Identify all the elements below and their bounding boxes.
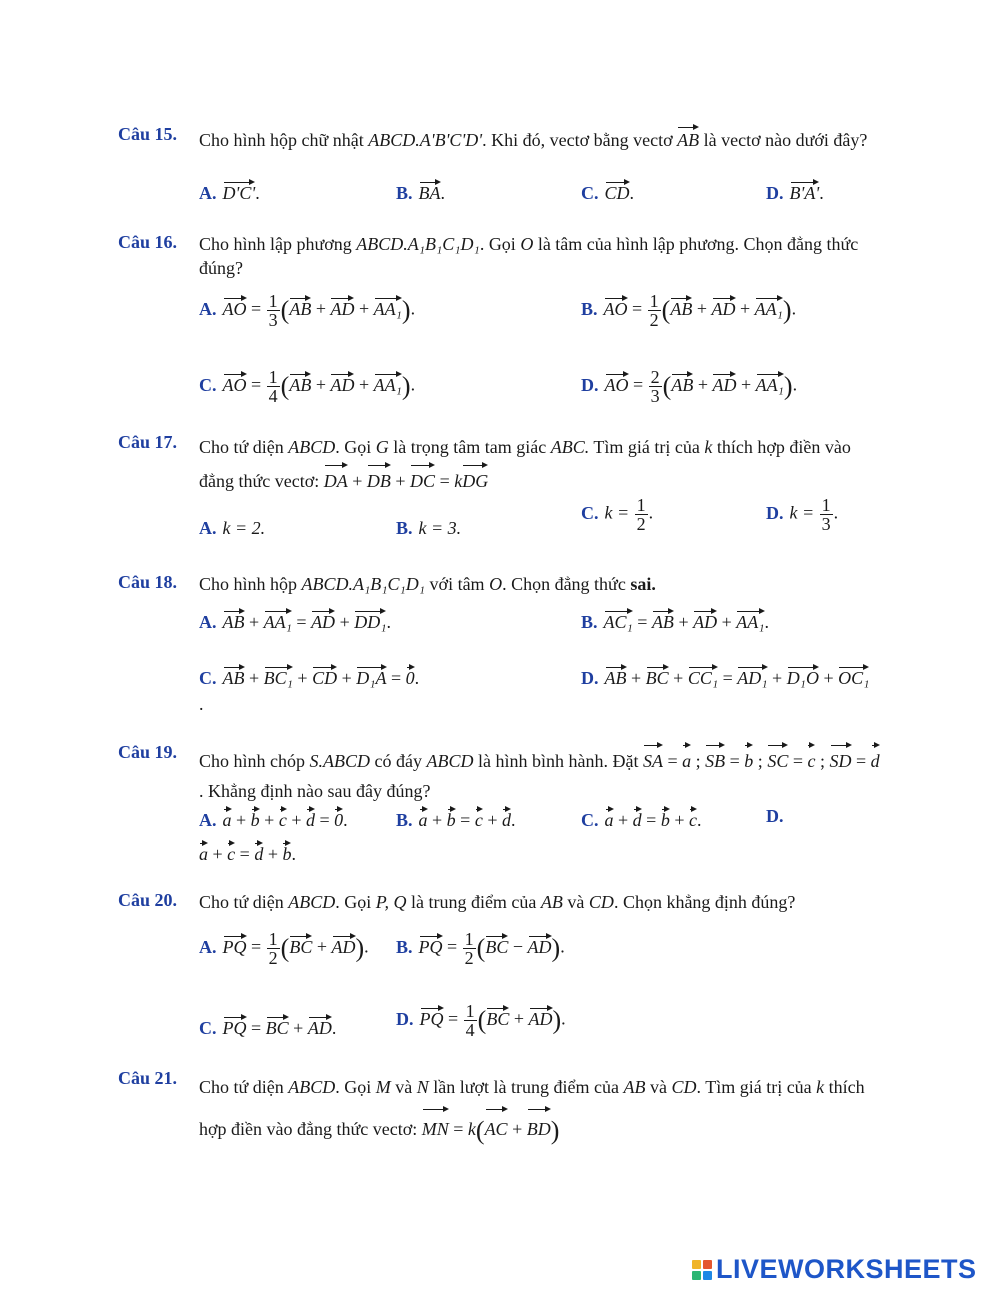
option-c[interactable]: C. AB + BC₁ + CD + D₁A = 0.: [199, 664, 419, 689]
option-c[interactable]: C. CD.: [581, 179, 634, 204]
question-number: Câu 15.: [118, 124, 178, 144]
question-stem: Cho hình lập phương ABCD.A₁B₁C₁D₁. Gọi O là tâm của hình lập phương. Chọn đẳng thức đúng?: [199, 234, 859, 278]
option-b[interactable]: B. PQ = $\frac{1}{2}$ (BC − AD).: [396, 929, 565, 968]
option-c[interactable]: C. a + d = b + c.: [581, 806, 701, 831]
option-b[interactable]: B. a + b = c + d.: [396, 806, 515, 831]
option-c[interactable]: C. PQ = BC + AD.: [199, 1014, 336, 1039]
question-number: Câu 17.: [118, 432, 178, 452]
option-d[interactable]: D. AO = $\frac{2}{3}$ (AB + AD + AA₁).: [581, 367, 798, 406]
logo-tile: [703, 1271, 712, 1280]
question-stem: Cho tứ diện ABCD. Gọi G là trọng tâm tam giác ABC. Tìm giá trị của k thích hợp điền vào đẳng thức vectơ: DA + DB + DC = kDG: [199, 432, 883, 496]
question-number: Câu 20.: [118, 890, 178, 910]
option-b[interactable]: B. k = 3.: [396, 518, 462, 538]
logo-tile: [692, 1260, 701, 1269]
logo-icon: [692, 1260, 712, 1280]
logo-text: LIVEWORKSHEETS: [716, 1254, 977, 1284]
question-stem: Cho hình chóp S.ABCD có đáy ABCD là hình bình hành. Đặt SA = a ; SB = b ; SC = c ; SD = d. Khẳng định nào sau đây đúng?: [199, 742, 883, 806]
option-d[interactable]: D. AB + BC + CC₁ = AD₁ + D₁O + OC₁: [581, 664, 869, 689]
option-c[interactable]: C. k = $\frac{1}{2}$ .: [581, 495, 654, 534]
option-b[interactable]: B. AO = $\frac{1}{2}$ (AB + AD + AA₁).: [581, 291, 797, 330]
question-stem: Cho tứ diện ABCD. Gọi P, Q là trung điểm của AB và CD. Chọn khẳng định đúng?: [199, 892, 796, 912]
option-d-text[interactable]: a + c = d + b.: [199, 840, 296, 865]
question-stem: Cho hình hộp ABCD.A₁B₁C₁D₁ với tâm O. Chọn đẳng thức sai.: [199, 574, 656, 594]
option-a[interactable]: A. PQ = $\frac{1}{2}$ (BC + AD).: [199, 929, 369, 968]
option-b[interactable]: B. AC₁ = AB + AD + AA₁.: [581, 608, 769, 633]
option-d[interactable]: D. k = $\frac{1}{3}$ .: [766, 495, 839, 534]
question-number: Câu 19.: [118, 742, 178, 762]
logo-tile: [692, 1271, 701, 1280]
option-d[interactable]: D. B'A'.: [766, 179, 824, 204]
question-number: Câu 18.: [118, 572, 178, 592]
option-d[interactable]: D.: [766, 806, 784, 826]
option-a[interactable]: A. AB + AA₁ = AD + DD₁.: [199, 608, 391, 633]
question-number: Câu 21.: [118, 1068, 178, 1088]
logo-tile: [703, 1260, 712, 1269]
question-stem: Cho hình hộp chữ nhật ABCD.A'B'C'D'. Khi đó, vectơ bằng vectơ AB là vectơ nào dưới đây?: [199, 124, 883, 152]
option-d[interactable]: D. PQ = $\frac{1}{4}$ (BC + AD).: [396, 1001, 566, 1040]
liveworksheets-logo: [692, 1254, 977, 1285]
option-c[interactable]: C. AO = $\frac{1}{4}$ (AB + AD + AA₁).: [199, 367, 416, 406]
question-stem: Cho tứ diện ABCD. Gọi M và N lần lượt là trung điểm của AB và CD. Tìm giá trị của k thích hợp điền vào đẳng thức vectơ: MN = k(AC + BD): [199, 1068, 883, 1150]
question-number: Câu 16.: [118, 232, 178, 252]
option-a[interactable]: A. k = 2.: [199, 518, 266, 538]
option-a[interactable]: A. D'C'.: [199, 179, 260, 204]
option-a[interactable]: A. AO = $\frac{1}{3}$ (AB + AD + AA₁).: [199, 291, 416, 330]
option-b[interactable]: B. BA.: [396, 179, 445, 204]
option-a[interactable]: A. a + b + c + d = 0.: [199, 806, 348, 831]
trailing-dot: .: [199, 694, 204, 714]
